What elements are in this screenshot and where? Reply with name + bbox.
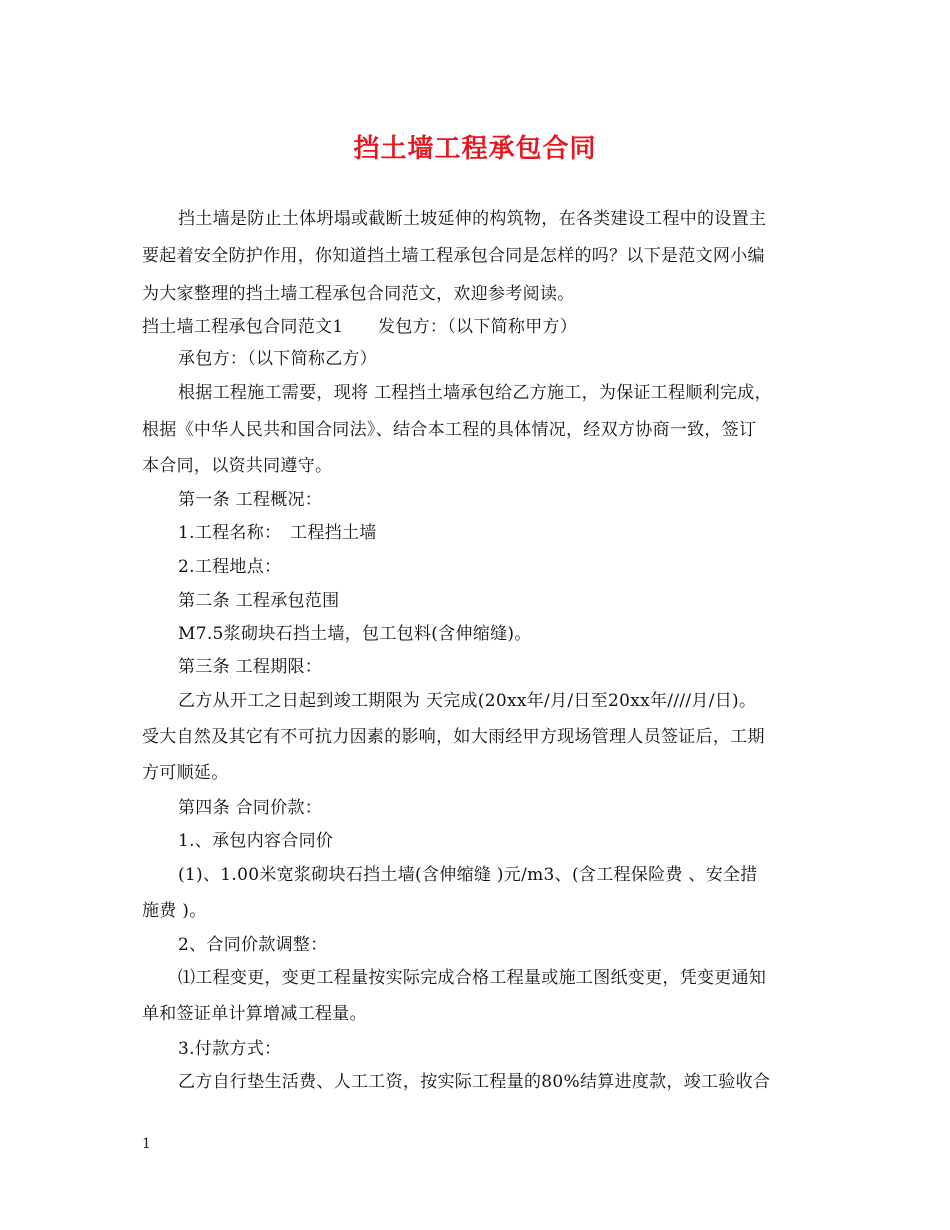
body-line: 施费 )。 xyxy=(142,901,207,921)
page-number: 1 xyxy=(142,1136,151,1152)
body-line: 乙方自行垫生活费、人工工资，按实际工程量的80%结算进度款，竣工验收合 xyxy=(178,1072,771,1092)
body-line: 受大自然及其它有不可抗力因素的影响，如大雨经甲方现场管理人员签证后，工期 xyxy=(142,727,765,747)
body-line: 承包方：（以下简称乙方） xyxy=(178,349,378,369)
body-line: 1.、承包内容合同价 xyxy=(178,831,334,851)
document-title: 挡土墙工程承包合同 xyxy=(353,134,597,164)
body-line: 第一条 工程概况： xyxy=(178,490,323,510)
body-line: 3.付款方式： xyxy=(178,1039,282,1059)
body-line: 挡土墙工程承包合同范文1 发包方：（以下简称甲方） xyxy=(142,317,578,337)
body-line: 第二条 工程承包范围 xyxy=(178,591,340,611)
body-line: M7.5浆砌块石挡土墙，包工包料(含伸缩缝)。 xyxy=(178,624,532,644)
body-line: 方可顺延。 xyxy=(142,763,229,783)
body-line: 单和签证单计算增减工程量。 xyxy=(142,1004,367,1024)
body-line: 要起着安全防护作用，你知道挡土墙工程承包合同是怎样的吗？以下是范文网小编 xyxy=(142,246,765,266)
body-line: 2.工程地点： xyxy=(178,557,282,577)
body-line: 第三条 工程期限： xyxy=(178,657,323,677)
body-line: 乙方从开工之日起到竣工期限为 天完成(20xx年/月/日至20xx年////月/日)。 xyxy=(178,691,757,711)
body-line: 为大家整理的挡土墙工程承包合同范文，欢迎参考阅读。 xyxy=(142,284,575,304)
body-line: (1)、1.00米宽浆砌块石挡土墙(含伸缩缝 )元/m3、(含工程保险费 、安全措 xyxy=(178,865,758,885)
body-line: 挡土墙是防止土体坍塌或截断土坡延伸的构筑物，在各类建设工程中的设置主 xyxy=(178,209,767,229)
body-line: ⑴工程变更，变更工程量按实际完成合格工程量或施工图纸变更，凭变更通知 xyxy=(178,968,767,988)
body-line: 根据《中华人民共和国合同法》、结合本工程的具体情况，经双方协商一致，签订 xyxy=(142,420,757,440)
body-line: 2、合同价款调整： xyxy=(178,935,328,955)
body-line: 1.工程名称： 工程挡土墙 xyxy=(178,523,377,543)
body-line: 根据工程施工需要，现将 工程挡土墙承包给乙方施工，为保证工程顺利完成， xyxy=(178,383,772,403)
body-line: 第四条 合同价款： xyxy=(178,798,323,818)
body-line: 本合同，以资共同遵守。 xyxy=(142,456,333,476)
